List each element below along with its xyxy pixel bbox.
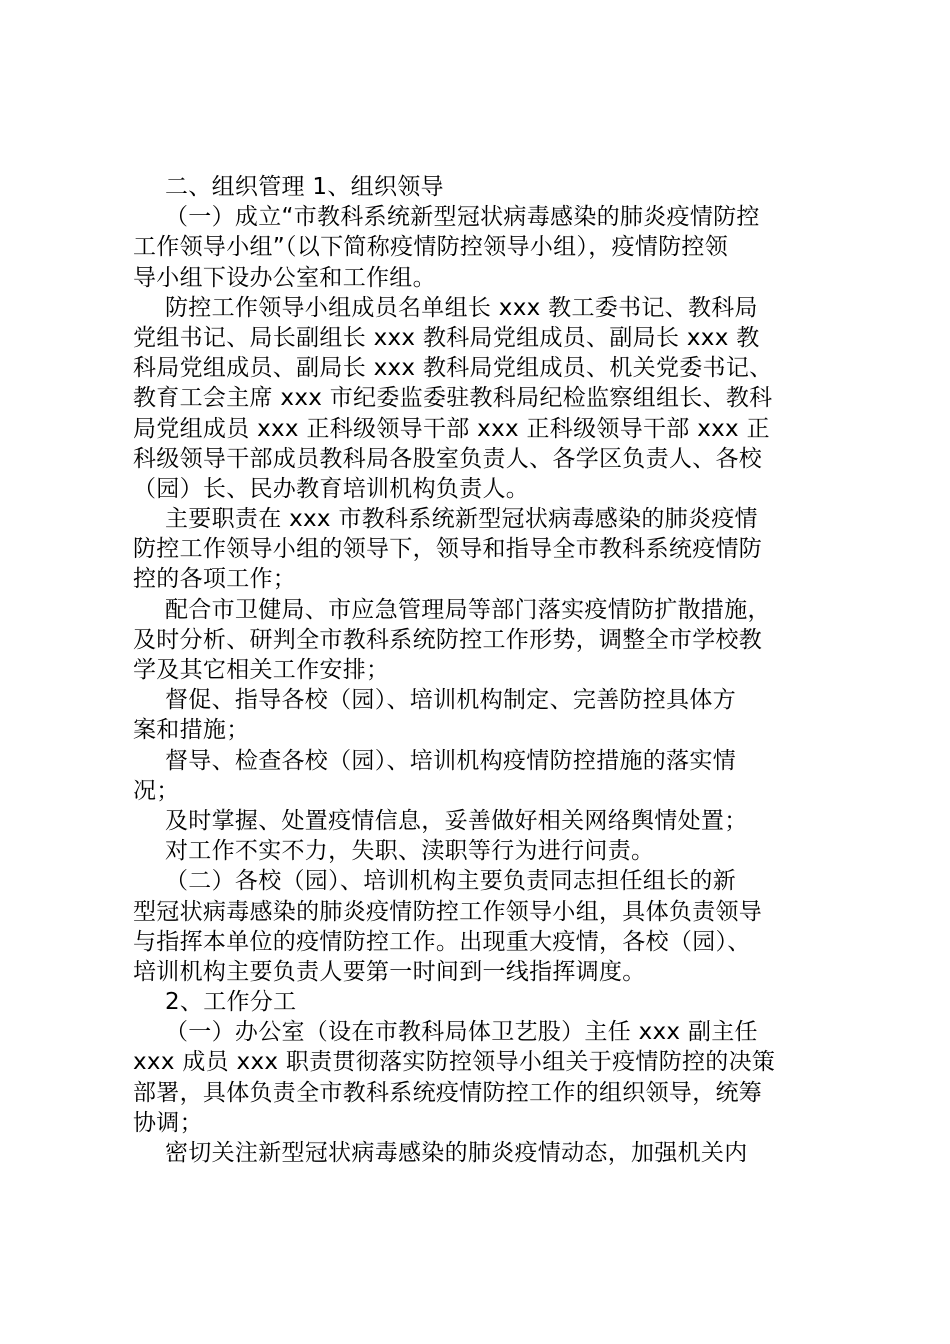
- text-line: （一）成立“市教科系统新型冠状病毒感染的肺炎疫情防控: [165, 204, 760, 231]
- text-line: 局党组成员 xxx 正科级领导干部 xxx 正科级领导干部 xxx 正: [133, 415, 770, 442]
- text-line: （二）各校（园）、培训机构主要负责同志担任组长的新: [165, 868, 736, 895]
- text-line: 督导、检查各校（园）、培训机构疫情防控措施的落实情: [165, 747, 736, 774]
- text-line: 学及其它相关工作安排；: [133, 657, 390, 683]
- text-line: 党组书记、局长副组长 xxx 教科局党组成员、副局长 xxx 教: [133, 324, 760, 351]
- text-line: 及时掌握、处置疫情信息，妥善做好相关网络舆情处置；: [165, 807, 748, 834]
- text-line: 对工作不实不力，失职、渎职等行为进行问责。: [165, 838, 655, 865]
- text-line: 密切关注新型冠状病毒感染的肺炎疫情动态，加强机关内: [165, 1140, 748, 1166]
- text-line: 案和措施；: [133, 717, 250, 744]
- text-line: 防控工作领导小组的领导下，领导和指导全市教科系统疫情防: [133, 536, 763, 563]
- text-line: 科局党组成员、副局长 xxx 教科局党组成员、机关党委书记、: [133, 355, 773, 382]
- text-line: 配合市卫健局、市应急管理局等部门落实疫情防扩散措施，: [165, 596, 771, 623]
- text-line: 型冠状病毒感染的肺炎疫情防控工作领导小组，具体负责领导: [133, 898, 763, 925]
- text-line: 部署，具体负责全市教科系统疫情防控工作的组织领导，统筹: [133, 1079, 763, 1106]
- text-line: 培训机构主要负责人要第一时间到一线指挥调度。: [133, 958, 646, 985]
- text-line: （一）办公室（设在市教科局体卫艺股）主任 xxx 副主任: [165, 1019, 758, 1046]
- text-line: 科级领导干部成员教科局各股室负责人、各学区负责人、各校: [133, 445, 763, 472]
- text-line: 主要职责在 xxx 市教科系统新型冠状病毒感染的肺炎疫情: [165, 506, 758, 533]
- text-line: 况；: [133, 777, 180, 804]
- text-line: 防控工作领导小组成员名单组长 xxx 教工委书记、教科局: [165, 294, 758, 321]
- text-line: 导小组下设办公室和工作组。: [133, 264, 436, 291]
- text-line: 2、工作分工: [165, 989, 297, 1016]
- text-line: 督促、指导各校（园）、培训机构制定、完善防控具体方: [165, 687, 736, 714]
- text-line: xxx 成员 xxx 职责贯彻落实防控领导小组关于疫情防控的决策: [133, 1049, 776, 1076]
- text-line: 与指挥本单位的疫情防控工作。出现重大疫情，各校（园）、: [133, 928, 751, 955]
- text-line: （园）长、民办教育培训机构负责人。: [133, 475, 530, 502]
- document-body: [133, 172, 833, 1168]
- text-line: 二、组织管理 1、组织领导: [165, 174, 444, 200]
- text-line: 控的各项工作；: [133, 566, 297, 593]
- text-line: 及时分析、研判全市教科系统防控工作形势，调整全市学校教: [133, 626, 763, 653]
- text-line: 工作领导小组”（以下简称疫情防控领导小组），疫情防控领: [133, 234, 729, 261]
- text-line: 协调；: [133, 1109, 203, 1136]
- text-line: 教育工会主席 xxx 市纪委监委驻教科局纪检监察组组长、教科: [133, 385, 773, 412]
